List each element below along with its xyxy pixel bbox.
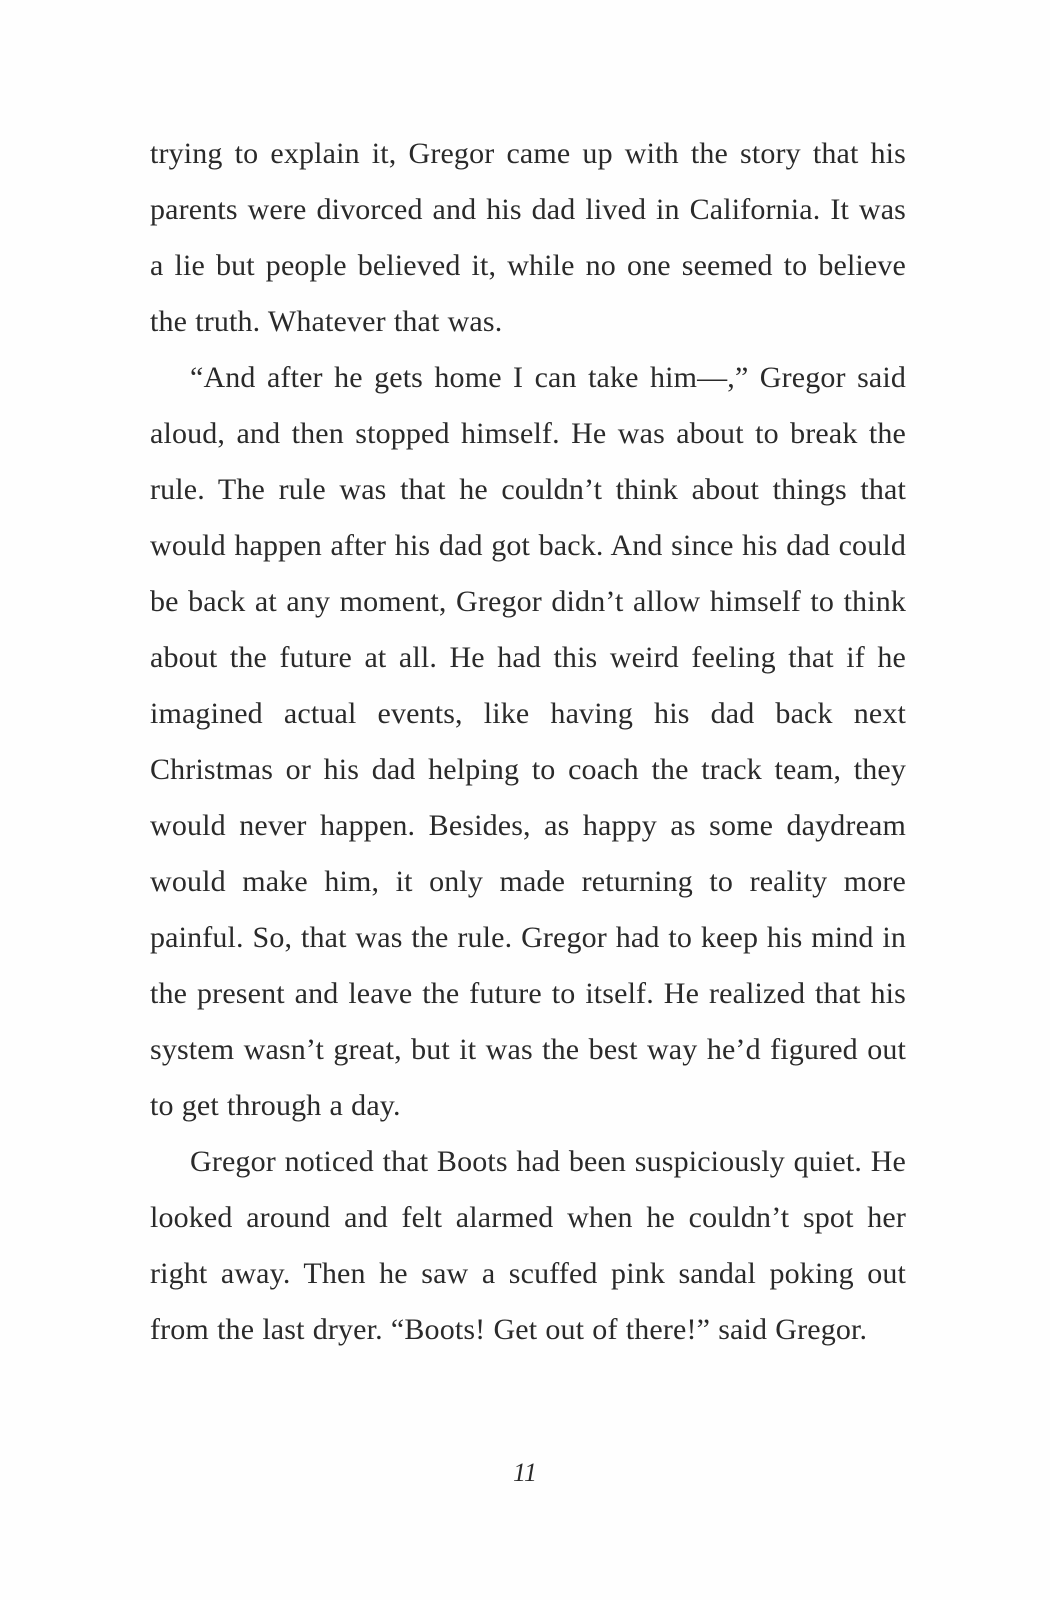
paragraph-2: “And after he gets home I can take him—,” Gregor said aloud, and then stopped himself. He was about to break the rule. The rule was that he couldn’t think about things that would happen after his dad got back. And since his dad could be back at any moment, Gregor didn’t allow himself to think about the future at all. He had this weird feeling that if he imagined actual events, like having his dad back next Christmas or his dad helping to coach the track team, they would never happen. Besides, as happy as some daydream would make him, it only made returning to reality more painful. So, that was the rule. Gregor had to keep his mind in the present and leave the future to itself. He realized that his system wasn’t great, but it was the best way he’d figured out to get through a day. bbox=[150, 361, 906, 1122]
body-text bbox=[150, 126, 906, 1358]
page-number: 11 bbox=[512, 1458, 538, 1487]
paragraph-3: Gregor noticed that Boots had been suspiciously quiet. He looked around and felt alarmed when he couldn’t spot her right away. Then he saw a scuffed pink sandal poking out from the last dryer. “Boots! Get out of there!” said Gregor. bbox=[150, 1145, 906, 1346]
paragraph-1: trying to explain it, Gregor came up with the story that his parents were divorced and his dad lived in California. It was a lie but people believed it, while no one seemed to believe the truth. Whatever that was. bbox=[150, 137, 906, 338]
